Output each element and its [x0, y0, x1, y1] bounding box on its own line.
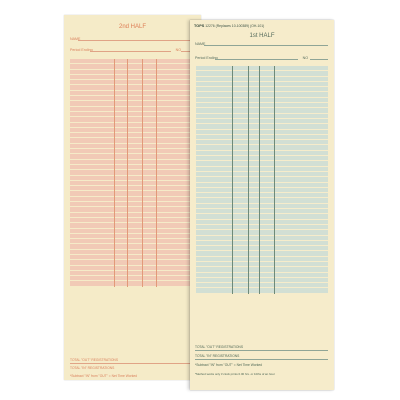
time-row [70, 80, 195, 84]
subtract-note: *Subtract "IN" from "OUT" = Net Time Worked [70, 374, 138, 378]
time-row [196, 71, 328, 75]
time-row [196, 87, 328, 91]
time-row [196, 209, 328, 213]
total-in-label: TOTAL "IN" REGISTRATIONS [195, 354, 240, 358]
time-row [70, 239, 195, 243]
brand-header [194, 24, 264, 28]
number-label: NO [302, 56, 308, 60]
card-half-title: 2nd HALF [118, 24, 146, 30]
time-row [70, 91, 195, 95]
time-row [196, 161, 328, 165]
subtract-note: *Subtract "IN" from "OUT" = Net Time Worked [195, 363, 263, 367]
time-row [70, 128, 195, 132]
time-row [196, 92, 328, 96]
time-row [70, 85, 195, 89]
period-ending-label: Period Ending [195, 56, 218, 60]
time-row [70, 165, 195, 169]
time-row [196, 108, 328, 112]
time-row [196, 257, 328, 261]
name-label: NAME [70, 37, 81, 41]
column-divider [127, 59, 128, 287]
time-row [196, 103, 328, 107]
time-row [196, 172, 328, 176]
time-row [70, 64, 195, 68]
time-row [70, 218, 195, 222]
time-row [70, 154, 195, 158]
column-divider [248, 66, 249, 294]
card-half-title: 1st HALF [249, 33, 275, 39]
time-rows [70, 59, 195, 287]
time-row [70, 107, 195, 111]
time-row [196, 156, 328, 160]
time-row [196, 198, 328, 202]
time-row [70, 276, 195, 280]
time-row [196, 82, 328, 86]
time-row [70, 70, 195, 74]
time-row [196, 288, 328, 292]
time-row [196, 114, 328, 118]
time-row [70, 281, 195, 285]
time-row [70, 112, 195, 116]
time-row [70, 244, 195, 248]
time-row [70, 197, 195, 201]
time-row [70, 260, 195, 264]
time-row [70, 117, 195, 121]
name-underline [204, 45, 328, 46]
number-label: NO [175, 48, 181, 52]
time-row [196, 135, 328, 139]
column-divider [232, 66, 233, 294]
time-row [196, 183, 328, 187]
time-row [70, 207, 195, 211]
time-row [70, 160, 195, 164]
time-row [70, 186, 195, 190]
time-row [70, 266, 195, 270]
time-row [196, 66, 328, 70]
time-row [196, 119, 328, 123]
time-row [196, 193, 328, 197]
time-row [70, 250, 195, 254]
time-row [196, 204, 328, 208]
total-in-line [195, 359, 328, 360]
name-underline [78, 40, 195, 41]
period-underline [215, 59, 298, 60]
time-row [70, 229, 195, 233]
time-row [70, 133, 195, 137]
time-card-1st-half [190, 20, 334, 390]
time-row [196, 214, 328, 218]
time-row [196, 140, 328, 144]
time-row [70, 234, 195, 238]
period-underline [90, 51, 171, 52]
time-row [70, 59, 195, 63]
time-row [196, 177, 328, 181]
time-row [70, 223, 195, 227]
column-divider [156, 59, 157, 287]
time-row [196, 230, 328, 234]
time-row [70, 255, 195, 259]
column-divider [114, 59, 115, 287]
time-row [70, 101, 195, 105]
time-row [70, 170, 195, 174]
column-divider [142, 59, 143, 287]
time-row [196, 98, 328, 102]
time-row [70, 271, 195, 275]
time-row [196, 273, 328, 277]
time-row [196, 124, 328, 128]
method-note: *Method works only if clock prints 0.00 hrs. or 10ths of an hour [195, 372, 275, 376]
total-out-line [70, 363, 195, 364]
time-card-2nd-half [64, 15, 201, 380]
time-row [196, 77, 328, 81]
total-out-line [195, 350, 328, 351]
time-row [196, 145, 328, 149]
total-out-label: TOTAL "OUT" REGISTRATIONS [195, 345, 244, 349]
time-row [70, 96, 195, 100]
time-row [70, 144, 195, 148]
time-row [196, 246, 328, 250]
total-in-label: TOTAL "IN" REGISTRATIONS [70, 366, 115, 370]
name-label: NAME [195, 42, 206, 46]
time-row [196, 225, 328, 229]
time-row [196, 283, 328, 287]
time-row [196, 167, 328, 171]
time-row [196, 130, 328, 134]
time-row [196, 188, 328, 192]
time-rows [196, 66, 328, 294]
time-row [70, 149, 195, 153]
form-code: 12276 (Replaces 10-100389) (OH-101) [205, 24, 265, 28]
number-underline [310, 59, 328, 60]
time-row [196, 278, 328, 282]
time-row [196, 267, 328, 271]
time-row [70, 191, 195, 195]
time-row [70, 75, 195, 79]
time-row [70, 176, 195, 180]
time-row [196, 236, 328, 240]
brand-logo: TOPS [194, 24, 205, 28]
time-row [70, 138, 195, 142]
column-divider [259, 66, 260, 294]
time-row [70, 202, 195, 206]
total-out-label: TOTAL "OUT" REGISTRATIONS [70, 358, 119, 362]
period-ending-label: Period Ending [70, 48, 93, 52]
time-row [196, 241, 328, 245]
time-row [70, 213, 195, 217]
time-row [196, 251, 328, 255]
time-row [70, 123, 195, 127]
time-row [196, 151, 328, 155]
time-row [196, 262, 328, 266]
time-row [196, 220, 328, 224]
column-divider [274, 66, 275, 294]
time-row [70, 181, 195, 185]
